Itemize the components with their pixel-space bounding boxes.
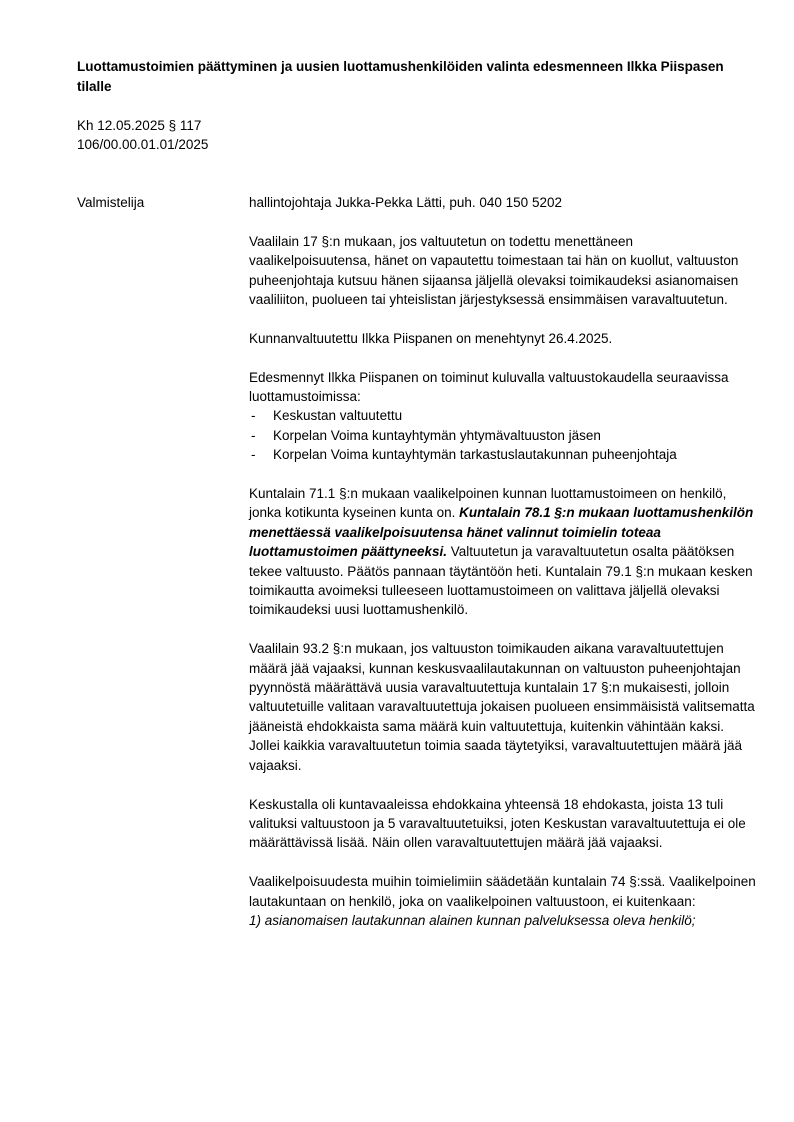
preparer-name: hallintojohtaja Jukka-Pekka Lätti, puh. 040 150 5202 [249, 195, 562, 210]
paragraph-vaalilaki-93: Vaalilain 93.2 §:n mukaan, jos valtuuston toimikauden aikana varavaltuutettujen määrä jää vajaaksi, kunnan keskusvaalilautakunnan on valtuuston puheenjohtajan pyynnöstä määrättävä uusia varavaltuutettuja kuntalain 17 §:n mukaisesti, jolloin valtuutetuille valitaan varavaltuutettuja jokaisen puolueen ensimmäisistä valitsematta jääneistä ehdokkaista sama määrä kuin valtuutettuja, kuitenkin vähintään kaksi. Jollei kaikkia varavaltuutetun toimia saada täytetyiksi, varavaltuutettujen määrä jää vajaaksi. [249, 641, 755, 773]
list-item: - Korpelan Voima kuntayhtymän tarkastuslautakunnan puheenjohtaja [249, 445, 757, 464]
paragraph-kuntalaki-74-item-1: 1) asianomaisen lautakunnan alainen kunnan palveluksessa oleva henkilö; [249, 912, 696, 928]
list-item: - Keskustan valtuutettu [249, 406, 757, 425]
emphasis-kuntalaki-78: Kuntalain 78.1 §:n mukaan luottamushenkilön menettäessä vaalikelpoisuutensa hänet valinnut toimielin toteaa luottamustoimen päättyneeksi. [249, 505, 754, 560]
list-dash: - [251, 447, 256, 463]
preparer-label: Valmistelija [77, 195, 145, 210]
paragraph-deceased: Kunnanvaltuutettu Ilkka Piispanen on menehtynyt 26.4.2025. [249, 330, 613, 346]
paragraph-vaalilaki-17: Vaalilain 17 §:n mukaan, jos valtuutetun on todettu menettäneen vaalikelpoisuutensa, hänet on vapautettu toimestaan tai hän on kuollut, valtuuston puheenjohtaja kutsuu hänen sijaansa jäljellä olevaksi toimikaudeksi asianomaisen vaaliliiton, puolueen tai yhteislistan järjestyksessä ensimmäisen varavaltuutetun. [249, 233, 739, 308]
paragraph-positions-intro: Edesmennyt Ilkka Piispanen on toiminut kuluvalla valtuustokaudella seuraavissa luottamustoimissa: [249, 369, 729, 405]
paragraph-kuntalaki-71-78: Kuntalain 71.1 §:n mukaan vaalikelpoinen kunnan luottamustoimeen on henkilö, jonka kotikunta kyseinen kunta on. Kuntalain 78.1 §:n mukaan luottamushenkilön menettäessä vaalikelpoisuutensa hänet valinnut toimielin toteaa luottamustoimen päättyneeksi. Valtuutetun ja varavaltuutetun osalta päätöksen tekee valtuusto. Päätös pannaan täytäntöön heti. Kuntalain 79.1 §:n mukaan kesken toimikautta avoimeksi tulleeseen luottamustoimeen on valittava jäljellä olevaksi toimikaudeksi uusi luottamushenkilö. [249, 486, 754, 618]
meeting-reference: Kh 12.05.2025 § 117 [77, 118, 202, 133]
document-body [249, 193, 757, 950]
paragraph-keskusta-candidates: Keskustalla oli kuntavaaleissa ehdokkaina yhteensä 18 ehdokasta, joista 13 tuli valituksi valtuustoon ja 5 varavaltuutetuiksi, joten Keskustan varavaltuutettuja ei ole määrättävissä lisää. Näin ollen varavaltuutettujen määrä jää vajaaksi. [249, 796, 746, 851]
list-dash: - [251, 408, 256, 424]
list-item: - Korpelan Voima kuntayhtymän yhtymävaltuuston jäsen [249, 426, 757, 445]
document-title: Luottamustoimien päättyminen ja uusien luottamushenkilöiden valinta edesmenneen Ilkka Piispasen tilalle [77, 59, 724, 94]
case-number: 106/00.00.01.01/2025 [77, 137, 209, 152]
paragraph-kuntalaki-74: Vaalikelpoisuudesta muihin toimielimiin säädetään kuntalain 74 §:ssä. Vaalikelpoinen lautakuntaan on henkilö, joka on vaalikelpoinen valtuustoon, ei kuitenkaan: [249, 874, 756, 909]
document-meta [77, 116, 208, 154]
list-dash: - [251, 427, 256, 443]
positions-list [249, 406, 757, 464]
